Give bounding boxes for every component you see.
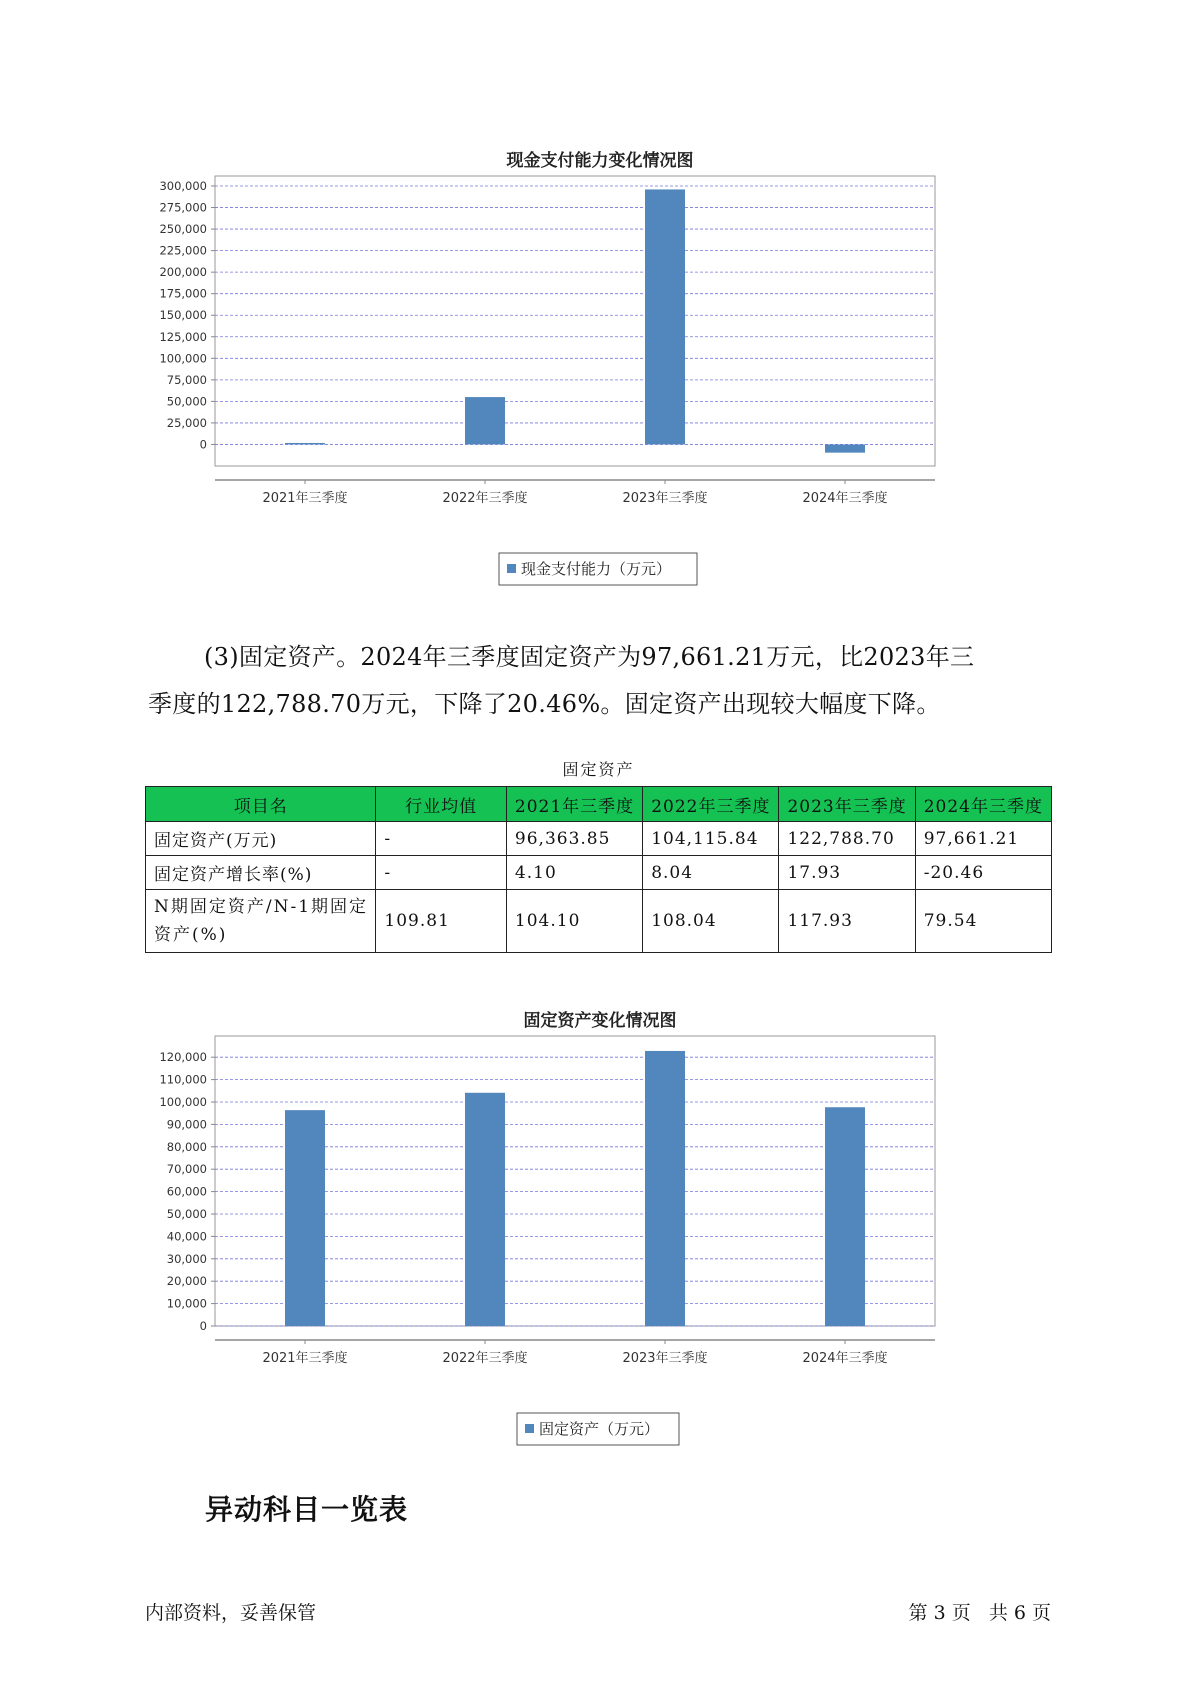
y-tick-label: 150,000 — [159, 308, 207, 323]
fixed-assets-paragraph — [148, 634, 1048, 728]
bar — [825, 444, 865, 452]
y-tick-label: 175,000 — [159, 286, 207, 301]
cell-2023q3: 117.93 — [779, 890, 915, 953]
cash-payment-chart — [159, 140, 1040, 600]
bar — [825, 1107, 865, 1326]
y-tick-label: 20,000 — [166, 1274, 207, 1289]
plot-area — [215, 176, 935, 466]
y-tick-label: 60,000 — [166, 1184, 207, 1199]
legend-swatch — [525, 1424, 534, 1433]
y-tick-label: 0 — [199, 1319, 207, 1333]
chart-legend — [517, 1413, 679, 1445]
header-item-name: 项目名 — [146, 787, 376, 822]
y-tick-label: 110,000 — [159, 1072, 207, 1087]
chart-title: 固定资产变化情况图 — [523, 1011, 677, 1031]
cell-2023q3: 122,788.70 — [779, 822, 915, 856]
cell-2024q3: -20.46 — [915, 856, 1051, 890]
y-tick-label: 70,000 — [166, 1162, 207, 1177]
bar — [645, 1051, 685, 1326]
table-row — [146, 890, 1052, 953]
cash-payment-chart-svg — [159, 140, 1040, 600]
x-tick-label: 2024年三季度 — [802, 1351, 888, 1366]
header-industry-avg: 行业均值 — [376, 787, 507, 822]
fixed-assets-chart — [159, 1000, 1040, 1460]
x-tick-label: 2022年三季度 — [442, 1351, 528, 1366]
cell-2022q3: 104,115.84 — [643, 822, 779, 856]
bar — [285, 1110, 325, 1326]
y-tick-label: 0 — [199, 437, 207, 452]
paragraph-line-2: 季度的122,788.70万元，下降了20.46%。固定资产出现较大幅度下降。 — [148, 690, 941, 718]
header-2024q3: 2024年三季度 — [915, 787, 1051, 822]
y-tick-label: 250,000 — [159, 222, 207, 237]
y-tick-label: 40,000 — [166, 1229, 207, 1244]
cell-2023q3: 17.93 — [779, 856, 915, 890]
row-label: 固定资产增长率(%) — [146, 856, 376, 890]
section-title: 异动科目一览表 — [205, 1493, 409, 1526]
x-tick-label: 2023年三季度 — [622, 1351, 708, 1366]
y-tick-label: 100,000 — [159, 351, 207, 366]
y-tick-label: 90,000 — [166, 1117, 207, 1132]
y-tick-label: 75,000 — [166, 372, 207, 387]
legend-label: 现金支付能力（万元） — [521, 560, 672, 578]
footer-page-number: 第 3 页 共 6 页 — [908, 1602, 1051, 1624]
bar — [465, 397, 505, 444]
y-tick-label: 120,000 — [159, 1050, 207, 1065]
header-2022q3: 2022年三季度 — [643, 787, 779, 822]
chart-title: 现金支付能力变化情况图 — [506, 151, 694, 171]
chart-legend — [499, 553, 697, 585]
table-row — [146, 856, 1052, 890]
cell-2022q3: 8.04 — [643, 856, 779, 890]
y-tick-label: 300,000 — [159, 179, 207, 193]
y-tick-label: 200,000 — [159, 265, 207, 280]
paragraph-line-1: (3)固定资产。2024年三季度固定资产为97,661.21万元，比2023年三 — [204, 643, 975, 671]
header-2023q3: 2023年三季度 — [779, 787, 915, 822]
bar — [465, 1093, 505, 1326]
y-tick-label: 125,000 — [159, 329, 207, 344]
x-tick-label: 2023年三季度 — [622, 491, 708, 506]
fixed-assets-table — [145, 786, 1052, 953]
x-tick-label: 2021年三季度 — [262, 491, 348, 506]
bar — [645, 189, 685, 444]
y-tick-label: 10,000 — [166, 1296, 207, 1311]
table-caption: 固定资产 — [562, 760, 635, 779]
row-label: N期固定资产/N-1期固定资产(%) — [146, 890, 376, 953]
table-header-row — [146, 787, 1052, 822]
y-tick-label: 225,000 — [159, 243, 207, 258]
cell-2024q3: 79.54 — [915, 890, 1051, 953]
cell-2021q3: 4.10 — [506, 856, 642, 890]
y-tick-label: 80,000 — [166, 1139, 207, 1154]
cell-industry-avg: - — [376, 856, 507, 890]
legend-label: 固定资产（万元） — [539, 1420, 660, 1438]
legend-swatch — [507, 564, 516, 573]
cell-2021q3: 96,363.85 — [506, 822, 642, 856]
y-tick-label: 50,000 — [166, 1207, 207, 1221]
y-tick-label: 25,000 — [166, 415, 207, 430]
x-tick-label: 2022年三季度 — [442, 491, 528, 506]
header-2021q3: 2021年三季度 — [506, 787, 642, 822]
cell-2024q3: 97,661.21 — [915, 822, 1051, 856]
x-tick-label: 2024年三季度 — [802, 491, 888, 506]
row-label: 固定资产(万元) — [146, 822, 376, 856]
cell-2022q3: 108.04 — [643, 890, 779, 953]
fixed-assets-chart-svg — [159, 1000, 1040, 1460]
y-tick-label: 100,000 — [159, 1095, 207, 1109]
y-tick-label: 30,000 — [166, 1251, 207, 1266]
cell-industry-avg: - — [376, 822, 507, 856]
bar — [285, 443, 325, 445]
y-tick-label: 50,000 — [166, 394, 207, 409]
footer-confidential: 内部资料，妥善保管 — [145, 1602, 317, 1624]
cell-industry-avg: 109.81 — [376, 890, 507, 953]
y-tick-label: 275,000 — [159, 200, 207, 215]
table-row — [146, 822, 1052, 856]
x-tick-label: 2021年三季度 — [262, 1351, 348, 1366]
cell-2021q3: 104.10 — [506, 890, 642, 953]
